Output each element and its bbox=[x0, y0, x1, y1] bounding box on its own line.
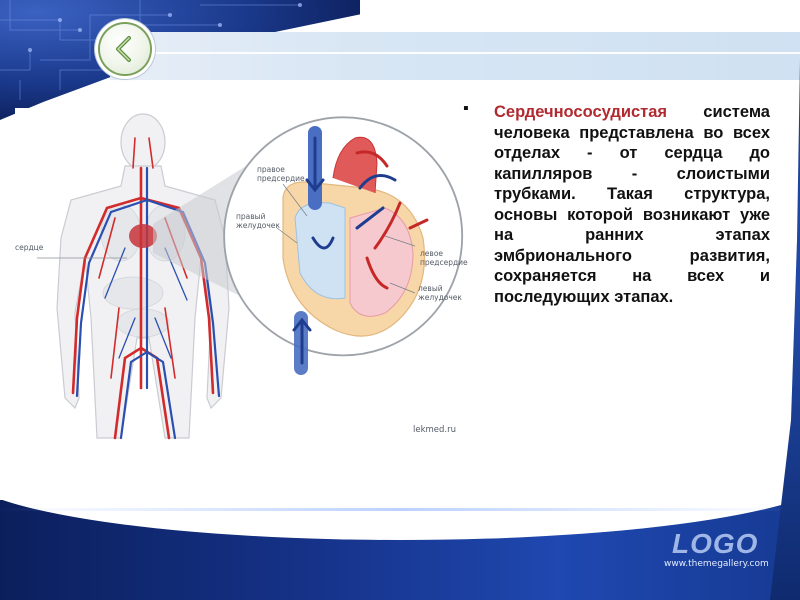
footer-highlight bbox=[0, 508, 800, 511]
highlight-term: Сердечнососудистая bbox=[494, 103, 668, 121]
site-url: www.themegallery.com bbox=[664, 559, 769, 569]
logo: LOGO bbox=[672, 528, 759, 559]
label-heart: сердце bbox=[15, 243, 44, 252]
label-right-ventricle: правый желудочек bbox=[236, 212, 280, 230]
back-button[interactable] bbox=[100, 24, 150, 74]
label-right-atrium: правое предсердие bbox=[257, 165, 305, 183]
chevron-left-icon bbox=[112, 35, 138, 63]
body-paragraph: система человека представлена во всех отделах - от сердца до капилляров - слоистыми трубками. Такая структура, основы которой возникают уже на ранних этапах эмбрионального развития, сохраняется на всех и последующих этапах. bbox=[494, 103, 770, 306]
circulatory-system-figure bbox=[15, 108, 475, 443]
header-band bbox=[110, 32, 800, 80]
slide-body-text bbox=[494, 102, 770, 307]
figure-source: lekmed.ru bbox=[413, 425, 457, 435]
bullet-marker: ▪ bbox=[463, 100, 469, 117]
label-left-atrium: левое предсердие bbox=[420, 249, 468, 267]
label-left-ventricle: левый желудочек bbox=[418, 284, 462, 302]
